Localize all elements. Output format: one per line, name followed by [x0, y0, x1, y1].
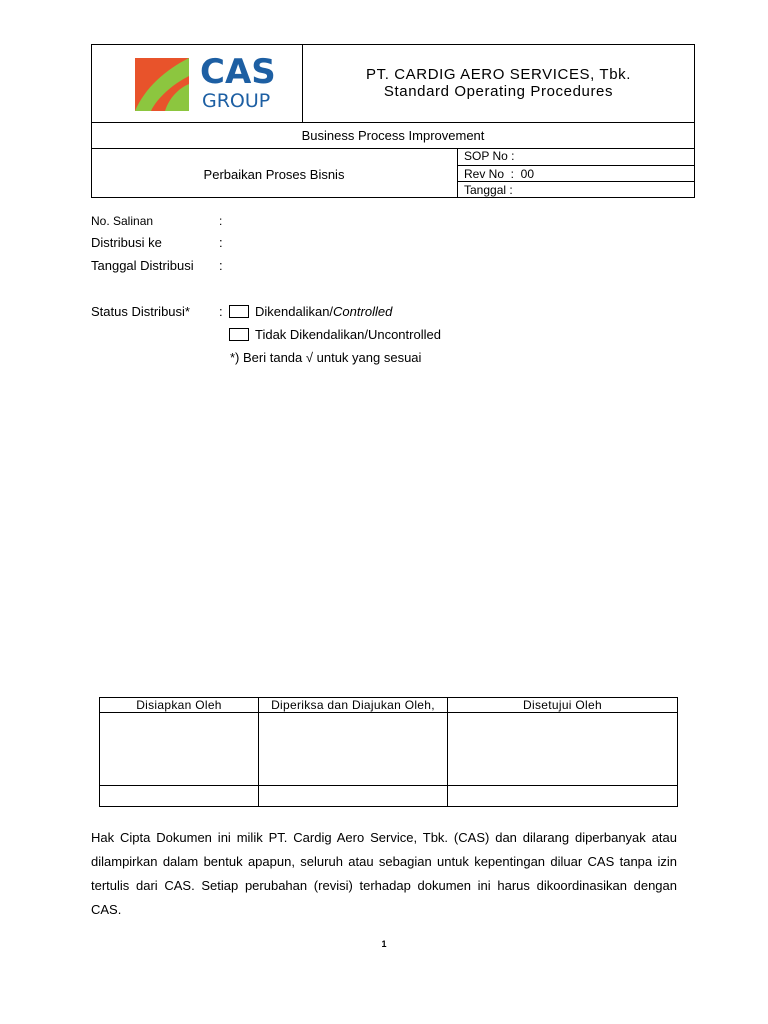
header-meta-divider	[457, 148, 458, 198]
rev-no-label: Rev No : 00	[464, 167, 535, 181]
signature-name-row	[100, 786, 678, 807]
tanggal-distribusi-label: Tanggal Distribusi	[91, 258, 194, 273]
uncontrolled-checkbox[interactable]	[229, 328, 249, 341]
signature-space-approved[interactable]	[448, 713, 678, 786]
controlled-italic: Controlled	[333, 304, 393, 319]
company-name: PT. CARDIG AERO SERVICES, Tbk.	[365, 66, 632, 83]
tanggal-label: Tanggal :	[464, 183, 513, 197]
controlled-checkbox[interactable]	[229, 305, 249, 318]
signature-space-reviewed[interactable]	[259, 713, 448, 786]
sop-no-label: SOP No :	[464, 149, 515, 163]
document-title: Perbaikan Proses Bisnis	[203, 167, 345, 182]
uncontrolled-option-label: Tidak Dikendalikan/Uncontrolled	[255, 327, 441, 342]
header-border-bottom	[91, 197, 695, 198]
signature-name-approved[interactable]	[448, 786, 678, 807]
signature-space-prepared[interactable]	[100, 713, 259, 786]
signature-table	[99, 697, 678, 807]
doc-type: Standard Operating Procedures	[383, 83, 614, 100]
header-row-divider-2	[91, 148, 695, 149]
header-meta-row-1	[457, 165, 695, 166]
controlled-option-label	[255, 304, 392, 319]
checkmark-note: *) Beri tanda √ untuk yang sesuai	[230, 350, 422, 365]
logo-group-text: GROUP	[202, 90, 271, 112]
distribusi-ke-colon: :	[219, 235, 223, 250]
header-border-right	[694, 44, 695, 198]
distribusi-ke-label: Distribusi ke	[91, 235, 162, 250]
header-row-divider-1	[91, 122, 695, 123]
signature-name-prepared[interactable]	[100, 786, 259, 807]
status-distribusi-colon: :	[219, 304, 223, 319]
signature-header-row	[100, 698, 678, 713]
signature-name-reviewed[interactable]	[259, 786, 448, 807]
no-salinan-colon: :	[219, 214, 223, 228]
cas-logo	[135, 52, 280, 113]
tanggal-distribusi-colon: :	[219, 258, 223, 273]
no-salinan-label: No. Salinan	[91, 214, 154, 228]
status-distribusi-label: Status Distribusi*	[91, 304, 190, 319]
page-number: 1	[381, 939, 387, 949]
signature-header-approved: Disetujui Oleh	[448, 698, 678, 713]
cas-logo-mark-icon	[135, 58, 189, 111]
header-border-top	[91, 44, 695, 45]
header-meta-row-2	[457, 181, 695, 182]
controlled-prefix: Dikendalikan/	[255, 304, 334, 319]
section-title: Business Process Improvement	[301, 128, 485, 143]
logo-cas-text: CAS	[200, 52, 276, 92]
signature-header-reviewed: Diperiksa dan Diajukan Oleh,	[259, 698, 448, 713]
copyright-notice: Hak Cipta Dokumen ini milik PT. Cardig Aero Service, Tbk. (CAS) dan dilarang diperbanyak atau dilampirkan dalam bentuk apapun, seluruh atau sebagian untuk kepentingan diluar CAS tanpa izin tertulis dari CAS. Setiap perubahan (revisi) terhadap dokumen ini harus dikoordinasikan dengan CAS.	[91, 830, 677, 917]
signature-header-prepared: Disiapkan Oleh	[100, 698, 259, 713]
signature-space-row	[100, 713, 678, 786]
